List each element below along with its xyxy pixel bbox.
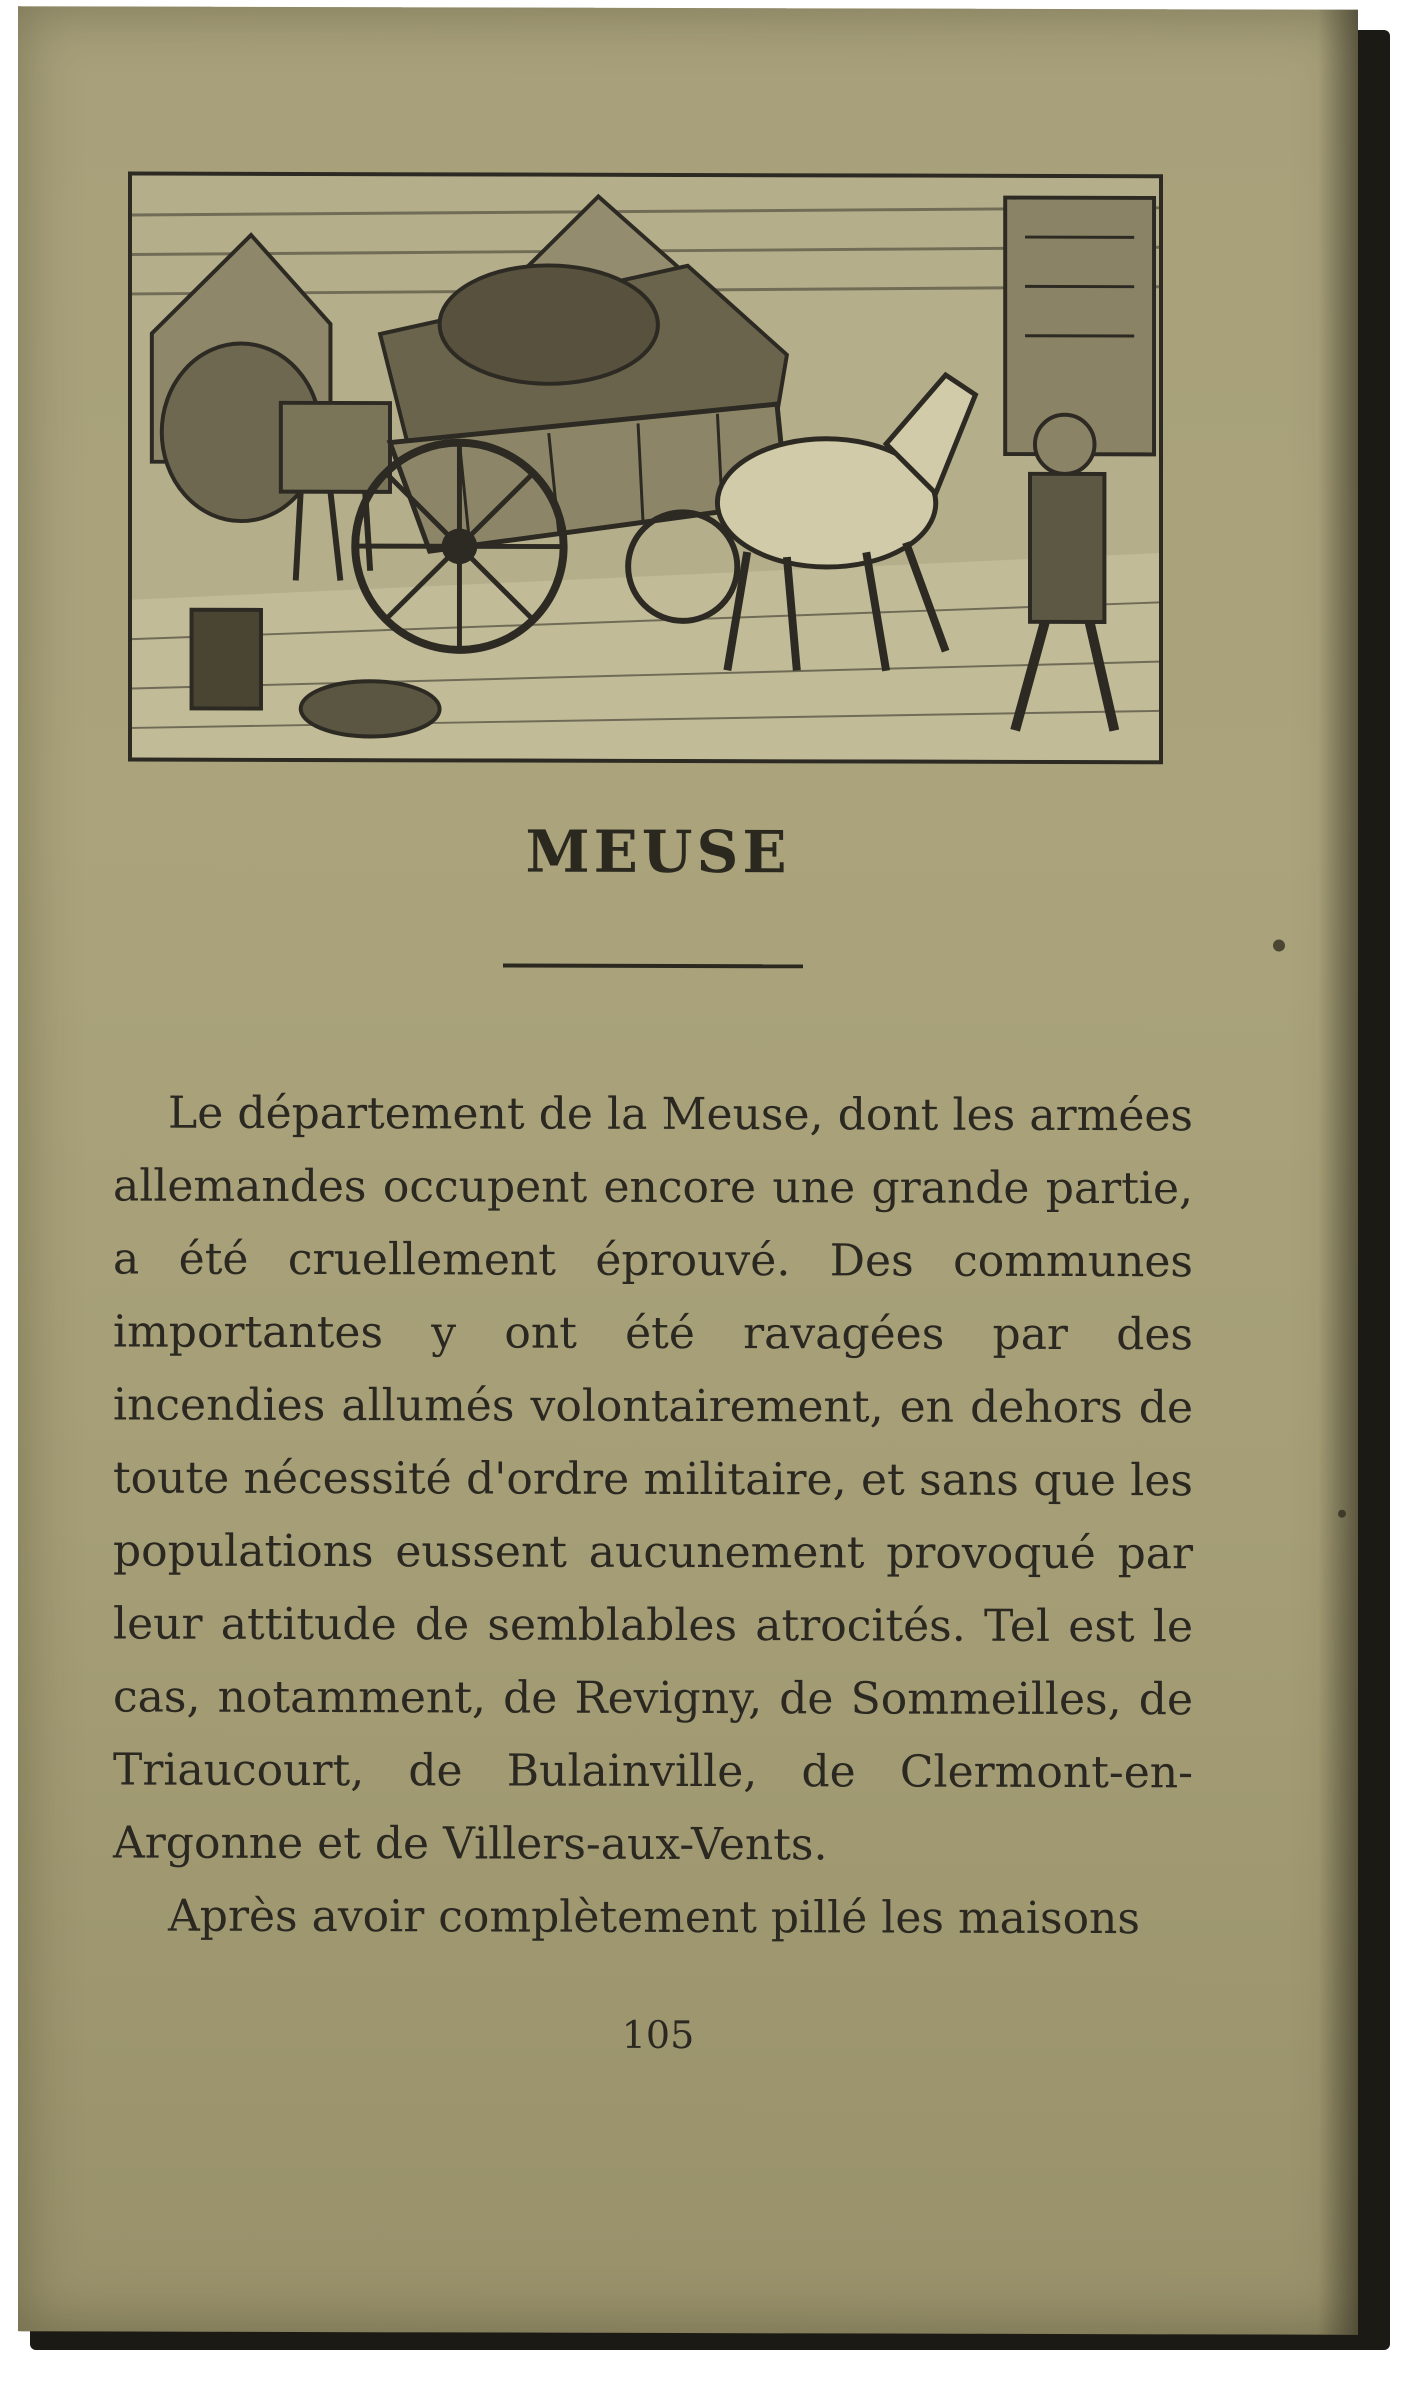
paper-spot [1338,1510,1346,1518]
body-text [113,1076,1193,1955]
title-divider [503,964,803,969]
woodcut-illustration [128,172,1163,765]
chapter-title: MEUSE [525,817,791,887]
paragraph-2: Après avoir complètement pillé les maisons [168,1890,1140,1945]
cart-scene-drawing [132,176,1159,761]
book-page [18,6,1358,2335]
page-number: 105 [621,2012,695,2058]
paragraph-1: Le département de la Meuse, dont les armées allemandes occupent encore une grande partie, a été cruellement éprouvé. Des communes importantes y ont été ravagées par des incendies allumés volontairement, en dehors de toute nécessité d'ordre militaire, et sans que les populations eussent aucunement provoqué par leur attitude de semblables atrocités. Tel est le cas, notamment, de Revigny, de Sommeilles, de Triaucourt, de Bulainville, de Clermont-en-Argonne et de Villers-aux-Vents. [113,1087,1193,1871]
paper-spot [1273,940,1285,952]
